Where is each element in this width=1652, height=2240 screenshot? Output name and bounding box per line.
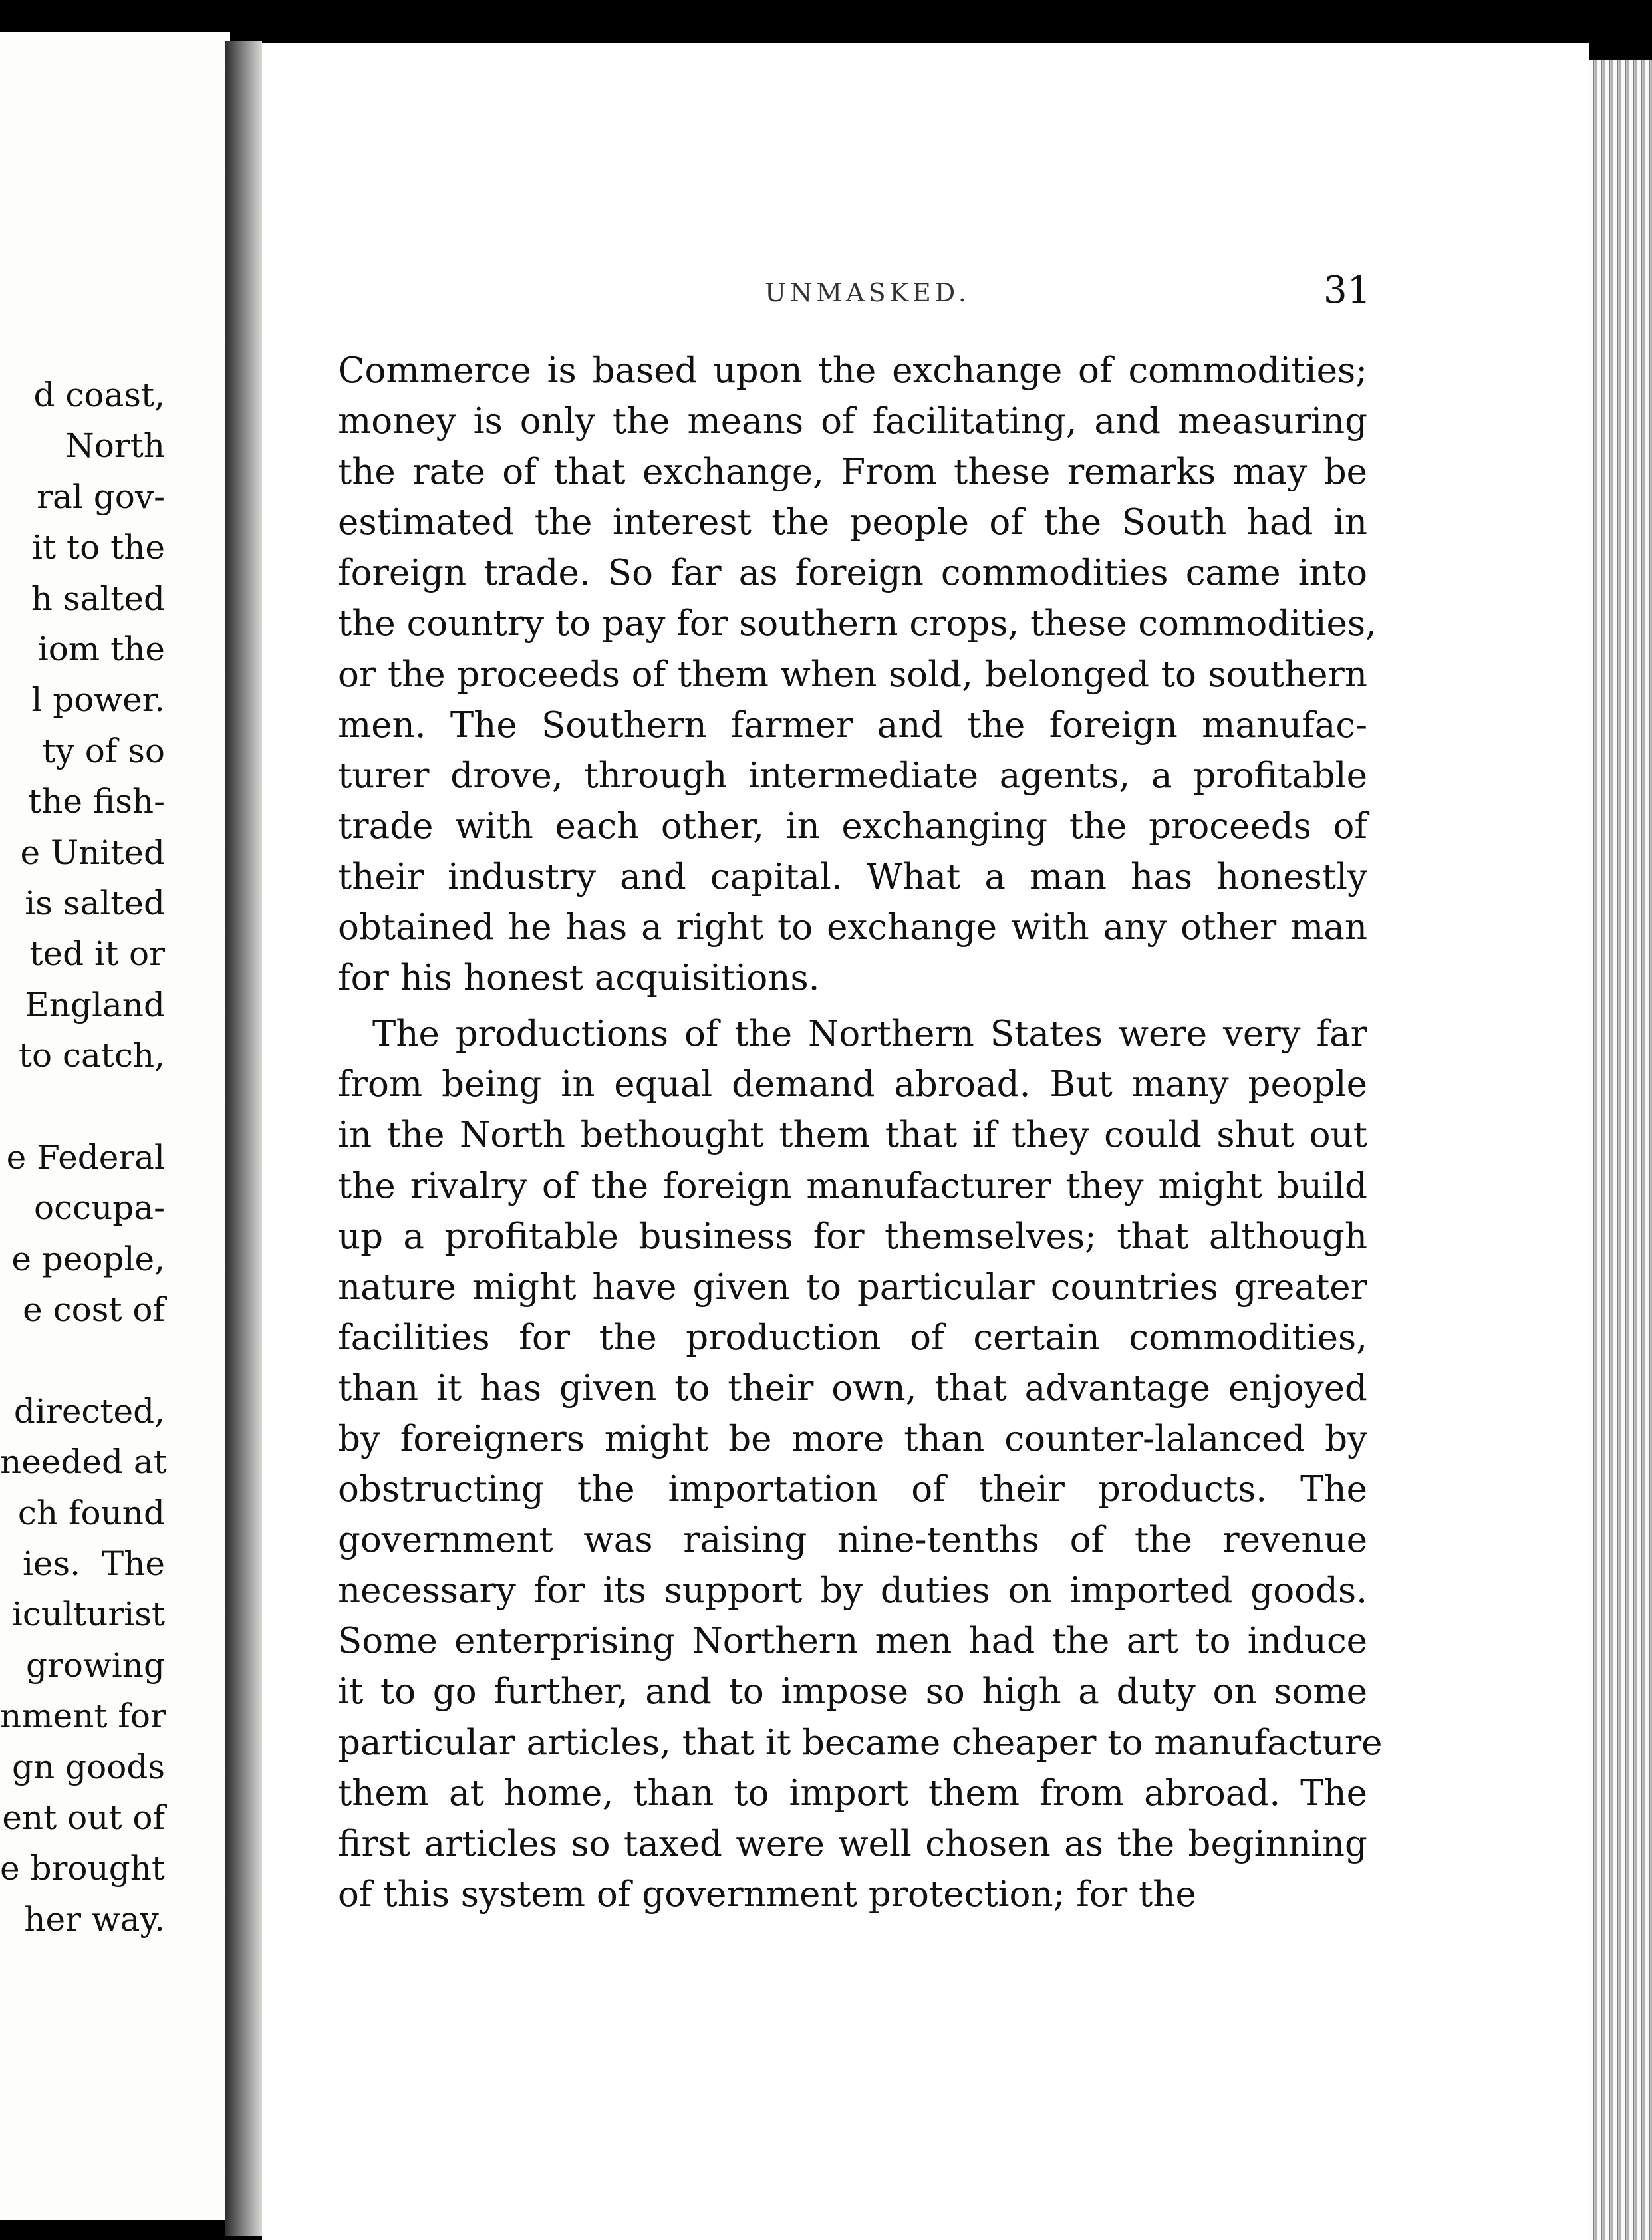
text-line: for his honest acquisitions. bbox=[338, 958, 820, 999]
text-line: by foreigners might be more than counter-lalanced by bbox=[338, 1418, 1367, 1459]
facing-page-line: North bbox=[65, 426, 165, 466]
facing-page-line: England bbox=[25, 985, 165, 1024]
text-line: Some enterprising Northern men had the art to induce bbox=[338, 1621, 1367, 1662]
text-line: Commerce is based upon the exchange of commodities; bbox=[338, 350, 1367, 391]
facing-page-line: e Federal bbox=[6, 1137, 165, 1177]
facing-page-line: to catch, bbox=[18, 1036, 165, 1075]
facing-page-line: gn goods bbox=[12, 1747, 165, 1786]
text-line: nature might have given to particular countries greater bbox=[338, 1266, 1367, 1308]
facing-page-line: is salted bbox=[25, 883, 165, 922]
facing-page-left bbox=[0, 32, 230, 2220]
text-line: particular articles, that it became cheaper to manufacture bbox=[338, 1722, 1383, 1763]
facing-page-line: e brought bbox=[0, 1849, 165, 1888]
body-text bbox=[338, 346, 1383, 1920]
facing-page-line: it to the bbox=[32, 528, 165, 567]
text-line: or the proceeds of them when sold, belonged to southern bbox=[338, 654, 1367, 695]
book-gutter bbox=[225, 41, 262, 2236]
text-line: their industry and capital. What a man has honestly bbox=[338, 856, 1367, 897]
text-line: it to go further, and to impose so high a duty on some bbox=[338, 1671, 1367, 1713]
facing-page-line: e United bbox=[20, 833, 165, 872]
text-line: obtained he has a right to exchange with any other man bbox=[338, 907, 1367, 948]
text-line: necessary for its support by duties on imported goods. bbox=[338, 1570, 1367, 1611]
facing-page-line: directed, bbox=[13, 1391, 165, 1431]
text-line: the rate of that exchange, From these remarks may be bbox=[338, 452, 1367, 493]
facing-page-line: l power. bbox=[31, 680, 165, 720]
text-line: facilities for the production of certain commodities, bbox=[338, 1317, 1367, 1358]
text-line: up a profitable business for themselves; that although bbox=[338, 1216, 1367, 1257]
text-line: first articles so taxed were well chosen as the beginning bbox=[338, 1823, 1367, 1864]
text-line: in the North bethought them that if they could shut out bbox=[338, 1115, 1367, 1156]
page-number: 31 bbox=[1323, 269, 1371, 312]
facing-page-line bbox=[0, 1081, 165, 1131]
running-head: UNMASKED. bbox=[765, 278, 970, 307]
facing-page-line: e people, bbox=[11, 1239, 165, 1278]
text-line: the country to pay for southern crops, these commodities, bbox=[338, 603, 1377, 644]
facing-page-line: e cost of bbox=[23, 1290, 165, 1330]
facing-page-line: ty of so bbox=[42, 731, 165, 770]
text-line: foreign trade. So far as foreign commodities came into bbox=[338, 553, 1367, 594]
facing-page-line: ch found bbox=[17, 1493, 165, 1532]
facing-page-line bbox=[0, 1335, 165, 1385]
facing-page-line: iom the bbox=[37, 629, 165, 668]
text-line: estimated the interest the people of the South had in bbox=[338, 502, 1367, 543]
facing-page-line: nment for bbox=[0, 1697, 166, 1736]
facing-page-line: needed at bbox=[0, 1443, 167, 1482]
facing-page-line: iculturist bbox=[11, 1595, 165, 1634]
facing-page-line: her way. bbox=[24, 1899, 165, 1939]
text-line: obstructing the importation of their products. The bbox=[338, 1469, 1367, 1510]
text-line: them at home, than to import them from abroad. The bbox=[338, 1772, 1367, 1814]
text-line: government was raising nine-tenths of the revenue bbox=[338, 1520, 1367, 1561]
facing-page-text bbox=[0, 370, 165, 1945]
facing-page-line: occupa- bbox=[33, 1189, 165, 1228]
text-line: men. The Southern farmer and the foreign manufac- bbox=[338, 704, 1367, 746]
text-line: than it has given to their own, that advantage enjoyed bbox=[338, 1367, 1367, 1409]
facing-page-line: ral gov- bbox=[37, 477, 165, 516]
text-line: the rivalry of the foreign manufacturer they might build bbox=[338, 1165, 1367, 1206]
facing-page-line: ies. The bbox=[22, 1544, 165, 1583]
facing-page-line: h salted bbox=[31, 579, 165, 618]
text-line: money is only the means of facilitating, and measuring bbox=[338, 401, 1367, 442]
facing-page-line: ted it or bbox=[29, 934, 165, 974]
facing-page-line: ent out of bbox=[2, 1798, 165, 1837]
text-line: The productions of the Northern States were very far bbox=[372, 1014, 1367, 1055]
page-edges bbox=[1589, 60, 1652, 2240]
text-line: turer drove, through intermediate agents, a profitable bbox=[338, 755, 1367, 796]
text-line: trade with each other, in exchanging the proceeds of bbox=[338, 805, 1367, 847]
facing-page-line: the fish- bbox=[28, 782, 165, 821]
text-line: of this system of government protection; for the bbox=[338, 1874, 1196, 1915]
text-line: from being in equal demand abroad. But many people bbox=[338, 1064, 1367, 1105]
facing-page-line: growing bbox=[25, 1645, 165, 1685]
facing-page-line: d coast, bbox=[33, 376, 165, 414]
